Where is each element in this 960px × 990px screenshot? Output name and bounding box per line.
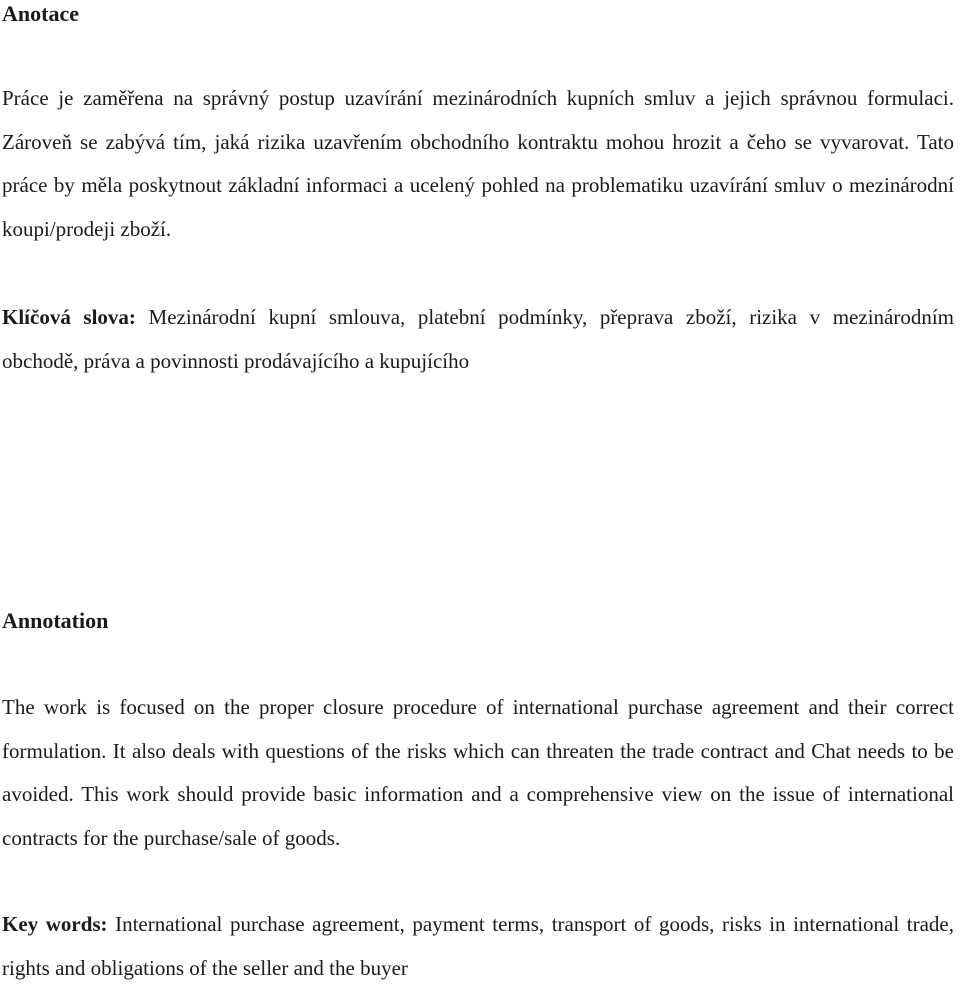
czech-abstract: Práce je zaměřena na správný postup uzavírání mezinárodních kupních smluv a jejich správnou formulaci. Zároveň se zabývá tím, jaká rizika uzavřením obchodního kontraktu mohou hrozit a čeho se vyvarovat. Tato práce by měla poskytnout základní informaci a ucelený pohled na problematiku uzavírání smluv o mezinárodní koupi/prodeji zboží. [2,86,954,241]
english-abstract: The work is focused on the proper closure procedure of international purchase agreement and their correct formulation. It also deals with questions of the risks which can threaten the trade contract and Chat needs to be avoided. This work should provide basic information and a comprehensive view on the issue of international contracts for the purchase/sale of goods. [2,695,954,850]
czech-keywords [2,296,954,383]
english-keywords-text: International purchase agreement, payment terms, transport of goods, risks in international trade, rights and obligations of the seller and the buyer [2,912,954,980]
english-keywords [2,903,954,990]
english-heading: Annotation [2,608,109,633]
czech-heading: Anotace [2,1,79,26]
czech-keywords-text: Mezinárodní kupní smlouva, platební podmínky, přeprava zboží, rizika v mezinárodním obchodě, práva a povinnosti prodávajícího a kupujícího [2,305,955,373]
czech-keywords-label: Klíčová slova: [2,305,136,329]
english-keywords-label: Key words: [2,912,108,936]
